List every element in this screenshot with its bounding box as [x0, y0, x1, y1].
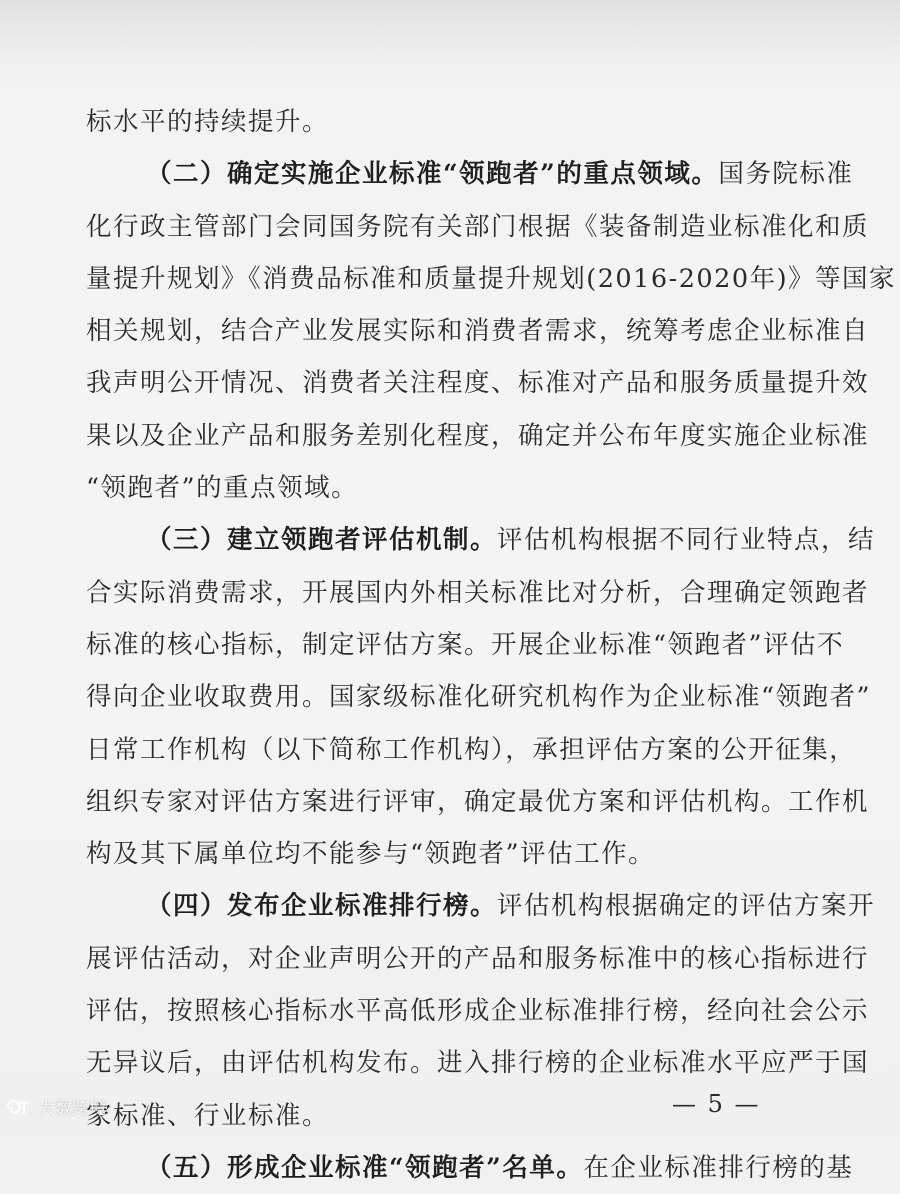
- text-line: [86, 933, 870, 985]
- text-line: [86, 985, 870, 1037]
- line-text: 无异议后，由评估机构发布。进入排行榜的企业标准水平应严于国: [86, 1048, 870, 1079]
- line-text: 构及其下属单位均不能参与“领跑者”评估工作。: [86, 839, 656, 870]
- line-text: 标准的核心指标，制定评估方案。开展企业标准“领跑者”评估不: [86, 629, 845, 660]
- text-line: [86, 96, 786, 148]
- text-line: [86, 357, 870, 409]
- text-line: [86, 880, 876, 932]
- text-line: [86, 776, 870, 828]
- section-heading: （五）形成企业标准“领跑者”名单。: [146, 1152, 584, 1183]
- line-text: 组织专家对评估方案进行评审，确定最优方案和评估机构。工作机: [86, 786, 870, 817]
- line-text: 评估，按照核心指标水平高低形成企业标准排行榜，经向社会公示: [86, 996, 870, 1027]
- line-text: 展评估活动，对企业声明公开的产品和服务标准中的核心指标进行: [86, 943, 870, 974]
- text-line: [86, 462, 786, 514]
- section-heading: （四）发布企业标准排行榜。: [146, 891, 498, 922]
- line-text: 量提升规划》《消费品标准和质量提升规划(2016-2020年)》等国家: [86, 263, 897, 294]
- line-text: 相关规划，结合产业发展实际和消费者需求，统筹考虑企业标准自: [86, 316, 870, 347]
- line-text: 果以及企业产品和服务差别化程度，确定并公布年度实施企业标准: [86, 420, 870, 451]
- text-line: [86, 148, 854, 200]
- line-text: “领跑者”的重点领域。: [86, 473, 359, 504]
- watermark-text: 大数跨境: [38, 1099, 106, 1119]
- line-text: 国务院标准: [718, 159, 854, 190]
- text-line: [86, 410, 870, 462]
- line-text: 评估机构根据不同行业特点，结: [497, 525, 876, 556]
- text-line: [86, 1142, 854, 1194]
- text-line: [86, 671, 872, 723]
- line-text: 日常工作机构（以下简称工作机构），承担评估方案的公开征集，: [86, 734, 857, 765]
- line-text: 得向企业收取费用。国家级标准化研究机构作为企业标准“领跑者”: [86, 682, 872, 713]
- text-line: [86, 201, 870, 253]
- text-line: [86, 305, 870, 357]
- line-text: 家标准、行业标准。: [86, 1100, 330, 1131]
- line-text: 在企业标准排行榜的基: [583, 1152, 854, 1183]
- line-text: 标水平的持续提升。: [86, 107, 330, 137]
- line-text: 合实际消费需求，开展国内外相关标准比对分析，合理确定领跑者: [86, 577, 870, 608]
- text-line: [86, 619, 845, 671]
- line-text: 评估机构根据确定的评估方案开: [497, 891, 876, 922]
- text-line: [86, 828, 786, 880]
- brand-logo-icon: [6, 1097, 32, 1117]
- document-body: [86, 96, 897, 1194]
- line-text: 化行政主管部门会同国务院有关部门根据《装备制造业标准化和质: [86, 211, 870, 242]
- scan-shadow: [0, 0, 900, 60]
- section-heading: （二）确定实施企业标准“领跑者”的重点领域。: [146, 159, 719, 190]
- line-text: 我声明公开情况、消费者关注程度、标准对产品和服务质量提升效: [86, 368, 870, 399]
- text-line: [86, 724, 857, 776]
- section-heading: （三）建立领跑者评估机制。: [146, 525, 498, 556]
- text-line: [86, 253, 897, 305]
- text-line: [86, 514, 876, 566]
- text-line: [86, 567, 870, 619]
- watermark: [6, 1094, 106, 1119]
- page-number: — 5 —: [672, 1090, 761, 1118]
- text-line: [86, 1037, 870, 1089]
